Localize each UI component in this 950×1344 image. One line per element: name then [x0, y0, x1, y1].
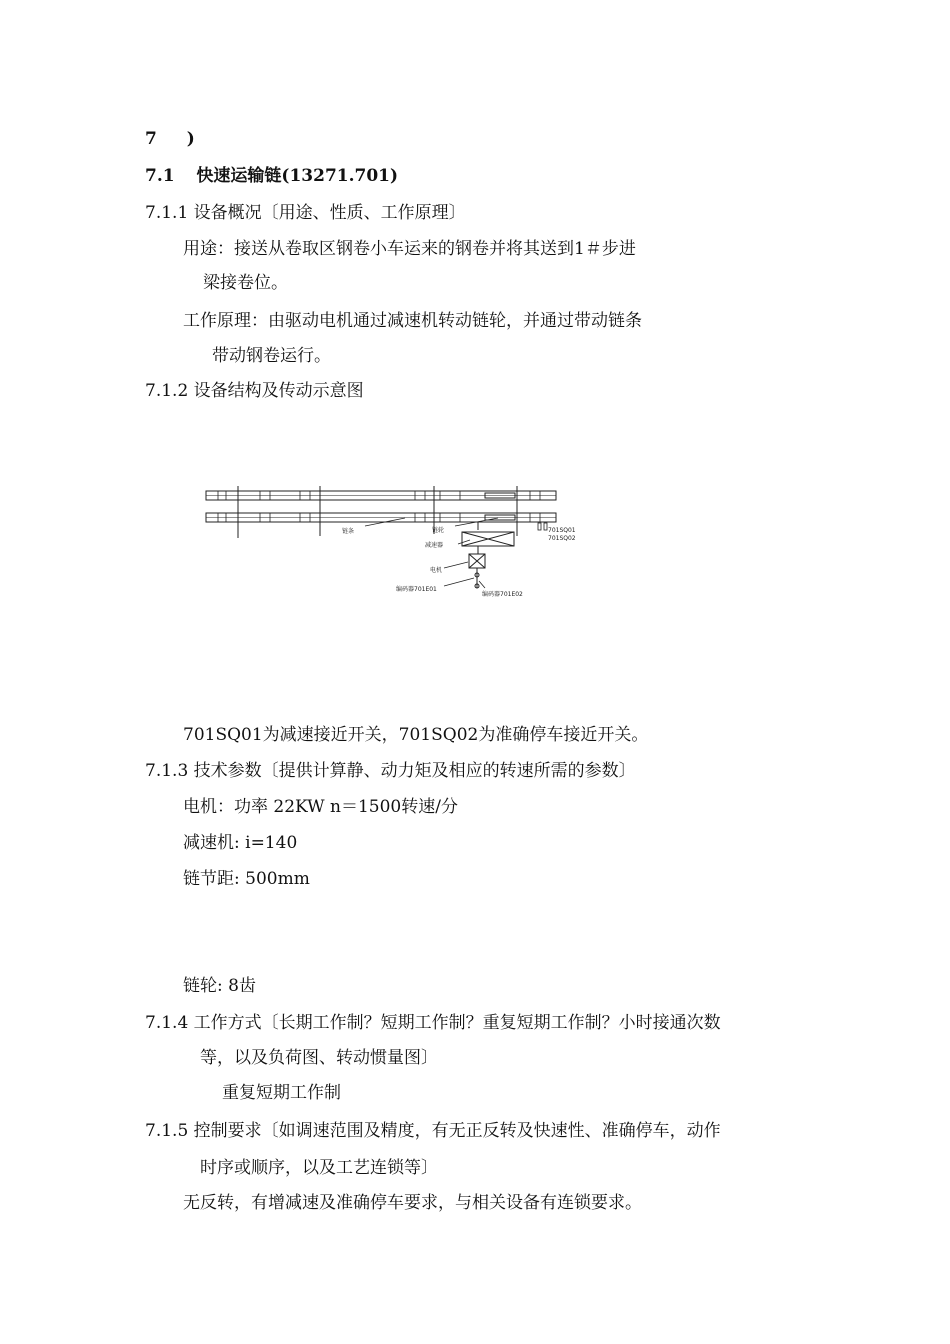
param-pitch: 链节距: 500mm: [183, 869, 310, 889]
motor-group: [469, 554, 485, 588]
usage-line-1: 用途：接送从卷取区钢卷小车运来的钢卷并将其送到1＃步进: [183, 239, 636, 259]
reducer-group: [462, 532, 514, 554]
label-chain: 链条: [342, 528, 355, 535]
section-title: 快速运输链(13271.701): [196, 166, 399, 186]
label-encoder-2: 编码器701E02: [482, 591, 523, 598]
chapter-title: ): [186, 129, 195, 149]
s712-heading: 7.1.2 设备结构及传动示意图: [145, 381, 364, 401]
label-encoder-1: 编码器701E01: [396, 586, 437, 593]
param-motor: 电机：功率 22KW n＝1500转速/分: [183, 797, 458, 817]
label-sq01: 701SQ01: [548, 527, 576, 534]
principle-line-2: 带动钢卷运行。: [212, 346, 331, 366]
s714-heading-line2: 等，以及负荷图、转动惯量图〕: [200, 1048, 438, 1068]
param-reducer: 减速机: i=140: [183, 833, 298, 853]
chapter-heading: [145, 128, 195, 150]
proximity-switches: [538, 523, 547, 530]
param-sprocket: 链轮: 8齿: [183, 976, 256, 996]
principle-line-1: 工作原理：由驱动电机通过减速机转动链轮，并通过带动链条: [183, 311, 642, 331]
chain-rails: [206, 491, 556, 522]
section-heading: [145, 165, 398, 187]
s715-heading-line2: 时序或顺序，以及工艺连锁等〕: [200, 1158, 438, 1178]
usage-line-2: 梁接卷位。: [203, 273, 288, 293]
label-sprocket: 链轮: [432, 527, 445, 534]
s713-heading: 7.1.3 技术参数〔提供计算静、动力矩及相应的转速所需的参数〕: [145, 761, 636, 781]
switch-note: 701SQ01为减速接近开关，701SQ02为准确停车接近开关。: [183, 725, 649, 745]
s714-heading: 7.1.4 工作方式〔长期工作制？短期工作制？重复短期工作制？小时接通次数: [145, 1013, 721, 1033]
s714-value: 重复短期工作制: [222, 1083, 341, 1103]
label-motor: 电机: [430, 567, 443, 574]
chapter-number: 7: [145, 129, 157, 149]
label-reducer: 减速器: [425, 542, 444, 549]
s715-heading: 7.1.5 控制要求〔如调速范围及精度，有无正反转及快速性、准确停车，动作: [145, 1121, 721, 1141]
s715-value: 无反转，有增减速及准确停车要求，与相关设备有连锁要求。: [183, 1193, 642, 1213]
s711-heading: 7.1.1 设备概况〔用途、性质、工作原理〕: [145, 203, 466, 223]
cross-posts: [238, 486, 517, 538]
sprocket-group: [478, 493, 515, 530]
label-sq02: 701SQ02: [548, 535, 576, 542]
section-number: 7.1: [145, 166, 175, 186]
transmission-diagram: [200, 482, 590, 607]
